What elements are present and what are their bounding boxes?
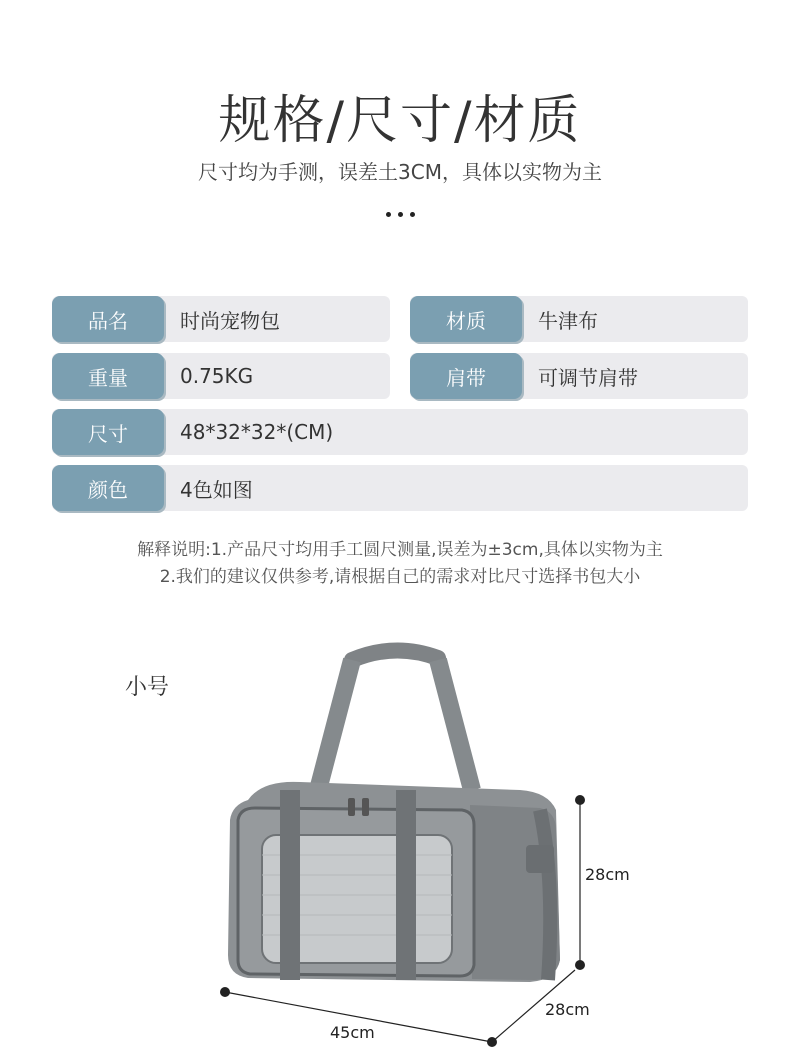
dimension-height: 28cm (585, 865, 630, 884)
spec-label-name: 品名 (52, 296, 164, 342)
dots-divider (0, 212, 800, 217)
spec-row-strap (410, 353, 748, 399)
spec-value-strap: 可调节肩带 (538, 365, 638, 390)
note-line-1: 解释说明:1.产品尺寸均用手工圆尺测量,误差为±3cm,具体以实物为主 (137, 540, 663, 560)
spec-row-color (52, 465, 748, 511)
spec-label-size: 尺寸 (52, 409, 164, 455)
spec-value-material: 牛津布 (538, 308, 598, 333)
spec-row-name (52, 296, 390, 342)
spec-value-weight: 0.75KG (180, 364, 254, 388)
size-label: 小号 (125, 675, 170, 700)
spec-label-material: 材质 (410, 296, 522, 342)
pet-carrier-bag-image (0, 630, 800, 1062)
spec-value-name: 时尚宠物包 (180, 308, 280, 333)
spec-value-color: 4色如图 (180, 477, 253, 502)
spec-label-color: 颜色 (52, 465, 164, 511)
spec-label-strap: 肩带 (410, 353, 522, 399)
spec-value-size: 48*32*32*(CM) (180, 420, 334, 444)
page-subtitle: 尺寸均为手测，误差土3CM，具体以实物为主 (198, 160, 602, 184)
spec-row-weight (52, 353, 390, 399)
dimension-width: 45cm (330, 1023, 375, 1042)
note-line-2: 2.我们的建议仅供参考,请根据自己的需求对比尺寸选择书包大小 (159, 567, 641, 587)
dimension-depth: 28cm (545, 1000, 590, 1019)
spec-row-material (410, 296, 748, 342)
spec-label-weight: 重量 (52, 353, 164, 399)
spec-row-size (52, 409, 748, 455)
page-title: 规格/尺寸/材质 (218, 91, 582, 151)
